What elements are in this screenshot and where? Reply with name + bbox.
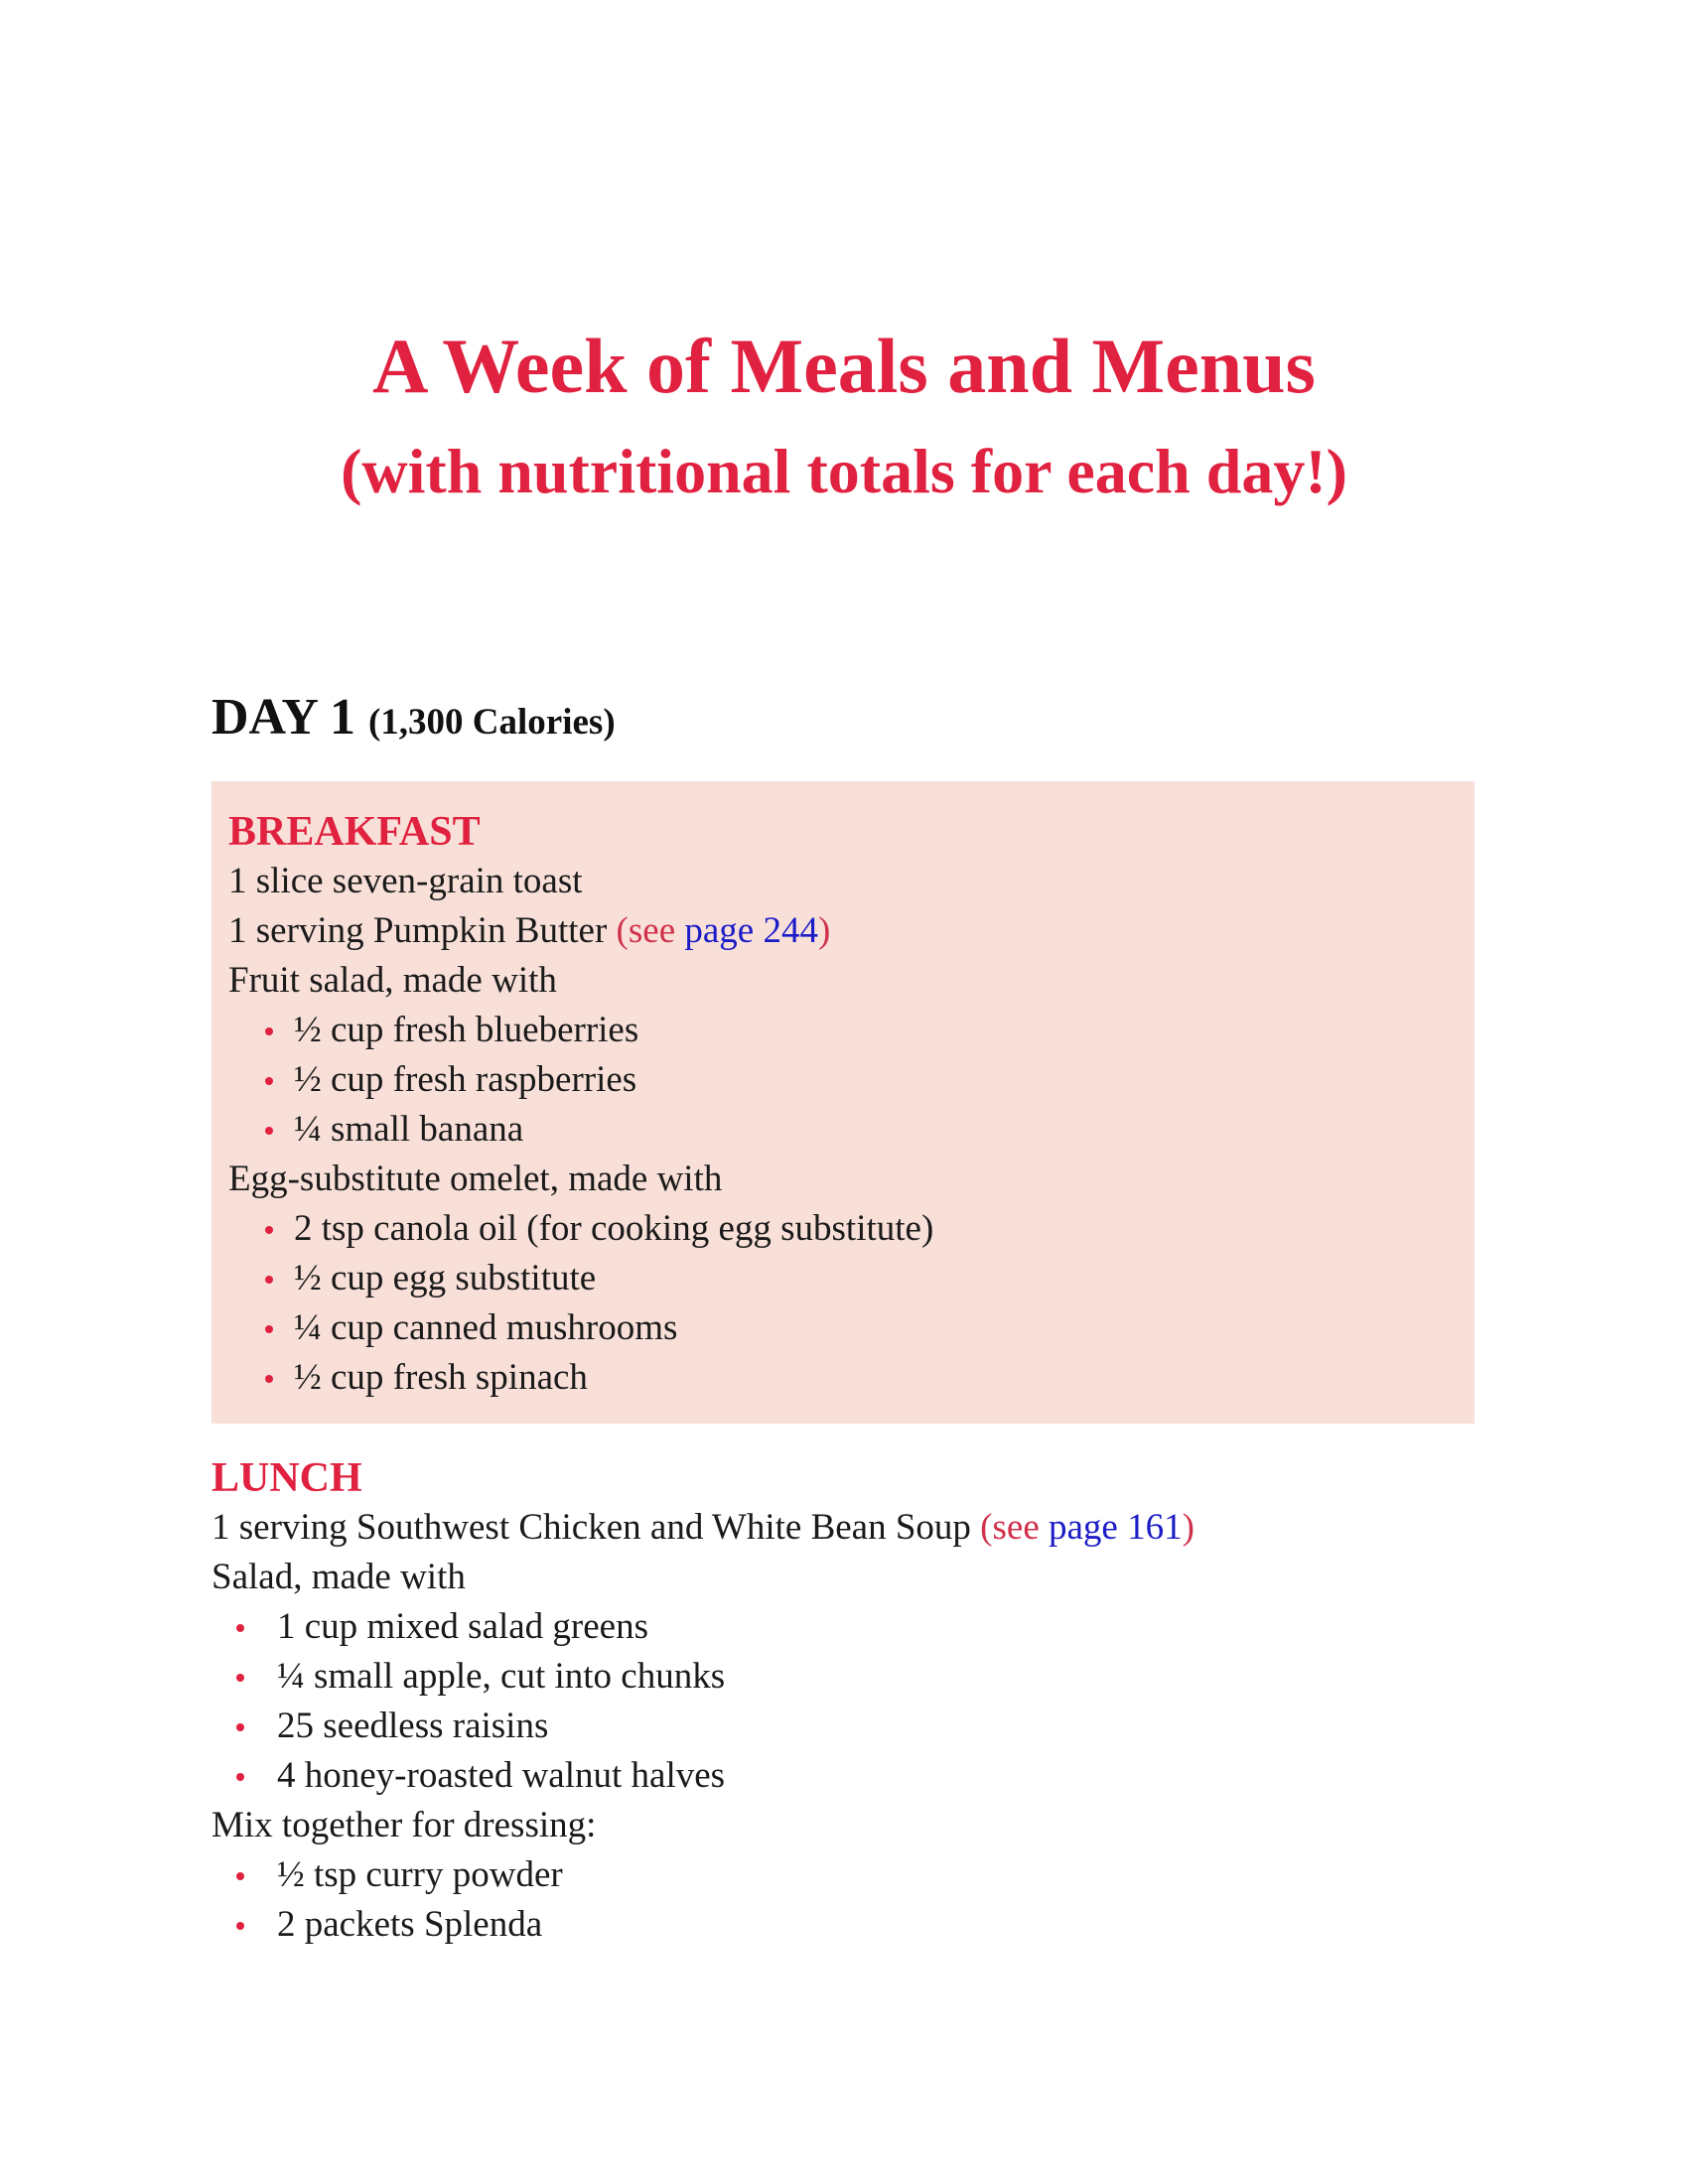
list-item-text: ¼ small apple, cut into chunks [277,1656,726,1697]
page-reference-open: (see [616,910,685,951]
dressing-list [211,1850,1195,1950]
bullet-icon [236,1624,244,1632]
list-item-text: ¼ small banana [294,1109,524,1150]
page-link[interactable]: page 244 [684,910,818,951]
salad-list [211,1602,1195,1801]
bullet-icon [236,1723,244,1731]
bullet-icon [236,1674,244,1682]
bullet-icon [236,1872,244,1880]
lunch-title: LUNCH [211,1455,362,1501]
fruit-salad-list [228,1006,933,1155]
bullet-icon [236,1773,244,1781]
bullet-icon [265,1276,273,1284]
bullet-icon [236,1922,244,1930]
list-item [228,1303,933,1353]
bullet-icon [265,1375,273,1383]
bullet-icon [265,1325,273,1333]
breakfast-line-pumpkin-butter [228,906,933,956]
list-item-text: 25 seedless raisins [277,1706,549,1746]
list-item [228,1254,933,1303]
day-label: DAY 1 [211,689,355,746]
breakfast-section [211,781,1475,1424]
list-item [228,1353,933,1403]
page-title: A Week of Meals and Menus [372,323,1316,409]
bullet-icon [265,1127,273,1135]
list-item [211,1751,1195,1801]
page-reference-close: ) [1182,1507,1195,1548]
omelet-list [228,1204,933,1403]
list-item-text: ½ cup fresh raspberries [294,1059,637,1100]
breakfast-line: 1 slice seven-grain toast [228,861,583,901]
salad-intro: Salad, made with [211,1557,466,1597]
list-item-text: ½ cup fresh blueberries [294,1010,639,1050]
lunch-line-soup [211,1503,1195,1553]
page-link[interactable]: page 161 [1049,1507,1183,1548]
list-item-text: ¼ cup canned mushrooms [294,1307,678,1348]
lunch-line-text: 1 serving Southwest Chicken and White Bean Soup [211,1507,981,1548]
bullet-icon [265,1077,273,1085]
list-item-text: ½ cup egg substitute [294,1258,597,1298]
page-reference-close: ) [817,910,831,951]
bullet-icon [265,1226,273,1234]
list-item [228,1006,933,1055]
dressing-intro: Mix together for dressing: [211,1805,597,1845]
list-item-text: 2 packets Splenda [277,1904,543,1945]
list-item [228,1105,933,1155]
list-item [211,1652,1195,1702]
day-calories: (1,300 Calories) [367,702,616,743]
day-heading [211,689,616,746]
breakfast-title: BREAKFAST [228,809,481,855]
list-item-text: 2 tsp canola oil (for cooking egg substitute) [294,1208,934,1249]
list-item [228,1055,933,1105]
list-item [228,1204,933,1254]
lunch-section [211,1453,1195,1950]
omelet-intro: Egg-substitute omelet, made with [228,1159,723,1199]
breakfast-line-text: 1 serving Pumpkin Butter [228,910,617,951]
list-item [211,1850,1195,1900]
list-item-text: ½ cup fresh spinach [294,1357,588,1398]
list-item [211,1900,1195,1950]
list-item [211,1702,1195,1751]
fruit-salad-intro: Fruit salad, made with [228,960,557,1001]
page-subtitle: (with nutritional totals for each day!) [341,436,1347,506]
bullet-icon [265,1027,273,1035]
list-item [211,1602,1195,1652]
list-item-text: 4 honey-roasted walnut halves [277,1755,726,1796]
list-item-text: 1 cup mixed salad greens [277,1606,648,1647]
list-item-text: ½ tsp curry powder [277,1854,563,1895]
page-reference-open: (see [980,1507,1049,1548]
